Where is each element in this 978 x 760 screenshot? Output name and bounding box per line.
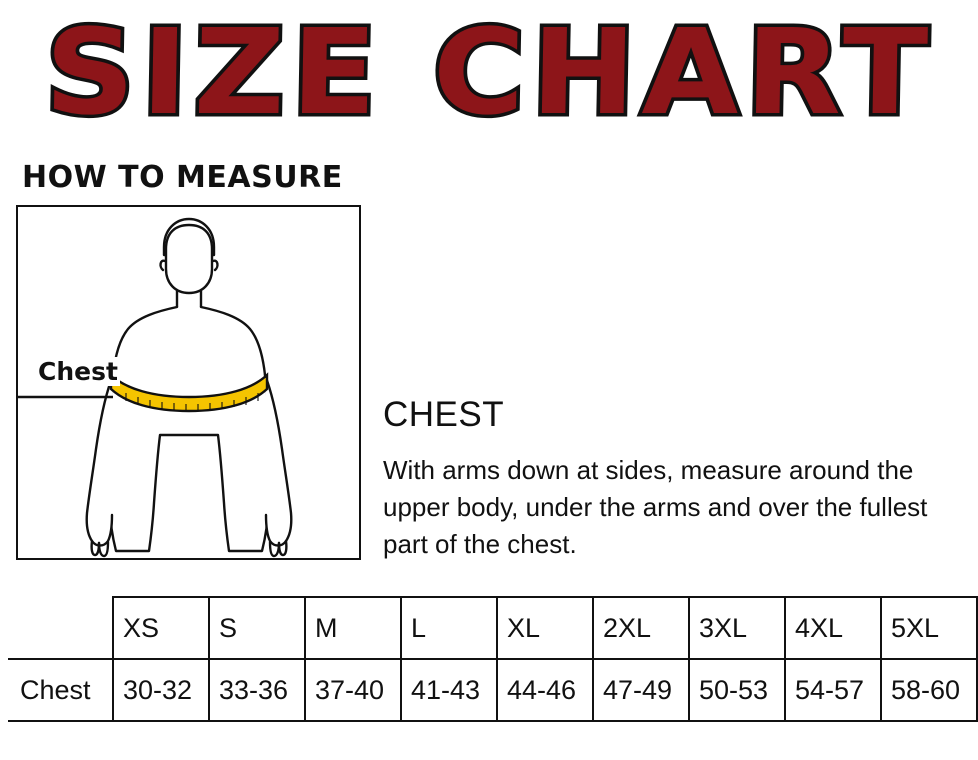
column-header-l: L [401, 597, 497, 659]
cell-chest-l: 41-43 [401, 659, 497, 721]
column-header-2xl: 2XL [593, 597, 689, 659]
chest-callout-label: Chest [38, 357, 118, 386]
cell-chest-2xl: 47-49 [593, 659, 689, 721]
cell-chest-3xl: 50-53 [689, 659, 785, 721]
row-label-chest: Chest [8, 659, 113, 721]
column-header-s: S [209, 597, 305, 659]
column-header-5xl: 5XL [881, 597, 977, 659]
size-table [8, 596, 978, 722]
column-header-m: M [305, 597, 401, 659]
cell-chest-xl: 44-46 [497, 659, 593, 721]
table-row [8, 659, 977, 721]
cell-chest-m: 37-40 [305, 659, 401, 721]
description-body: With arms down at sides, measure around the upper body, under the arms and over the fullest part of the chest. [383, 455, 928, 559]
page-title: SIZE CHART [43, 3, 935, 141]
page-title-wrap [0, 2, 978, 142]
cell-chest-xs: 30-32 [113, 659, 209, 721]
column-header-4xl: 4XL [785, 597, 881, 659]
column-header-xs: XS [113, 597, 209, 659]
description-heading: CHEST [383, 395, 505, 434]
column-header-xl: XL [497, 597, 593, 659]
how-to-measure-heading: HOW TO MEASURE [22, 160, 343, 195]
column-header-3xl: 3XL [689, 597, 785, 659]
cell-chest-s: 33-36 [209, 659, 305, 721]
table-header-row [8, 597, 977, 659]
cell-chest-5xl: 58-60 [881, 659, 977, 721]
cell-chest-4xl: 54-57 [785, 659, 881, 721]
table-corner-cell [8, 597, 113, 659]
